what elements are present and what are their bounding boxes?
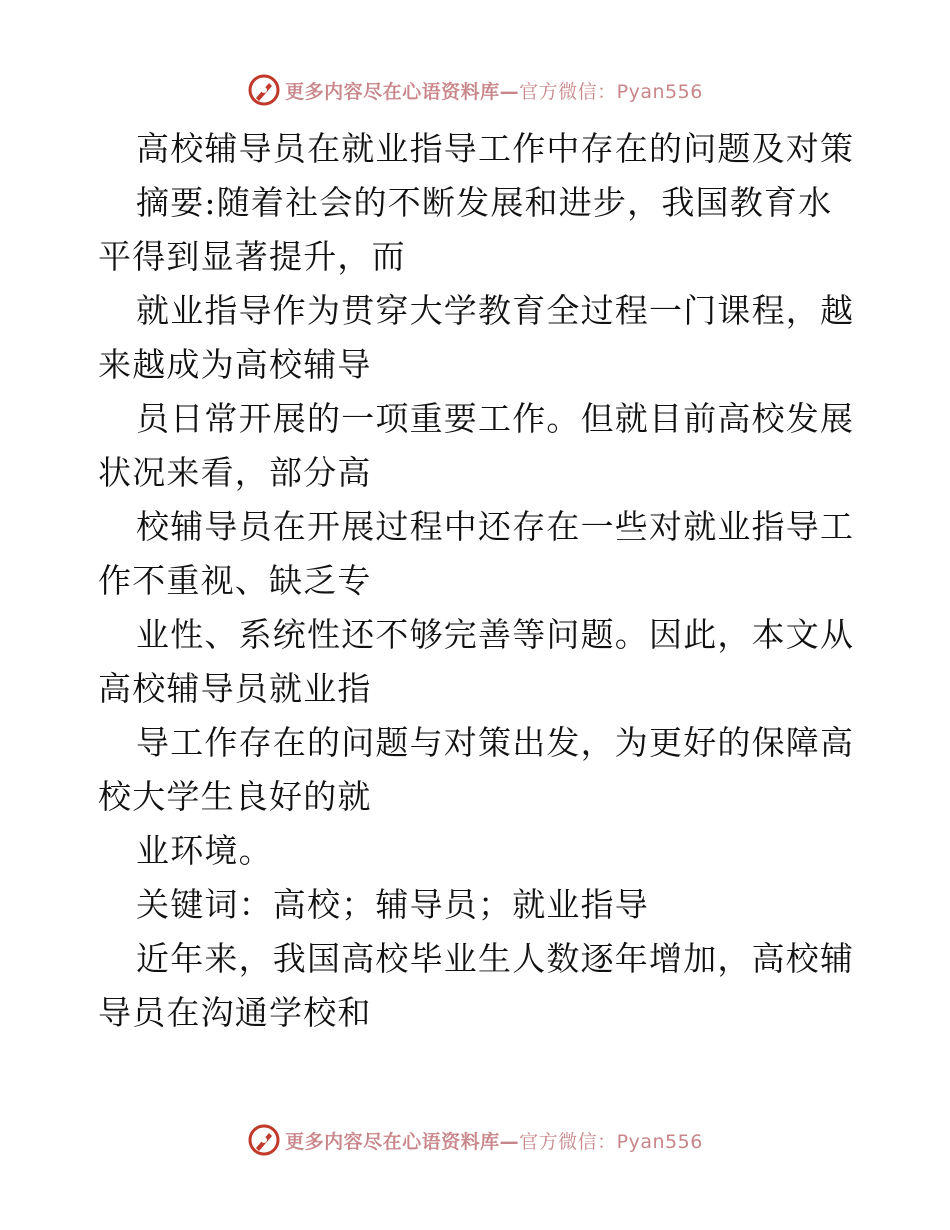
document-body (98, 122, 858, 1040)
text-line: 状况来看，部分高 (98, 453, 372, 492)
text-line: 导工作存在的问题与对策出发，为更好的保障高 (136, 723, 855, 762)
pen-logo-icon (247, 73, 281, 107)
watermark-right-text: 官方微信：Pyan556 (519, 80, 703, 103)
text-line: 摘要:随着社会的不断发展和进步，我国教育水 (136, 183, 833, 222)
watermark-footer (0, 1120, 950, 1160)
text-line: 近年来，我国高校毕业生人数逐年增加，高校辅 (136, 939, 855, 978)
document-title: 高校辅导员在就业指导工作中存在的问题及对策 (136, 129, 855, 168)
watermark-left-text: 更多内容尽在心语资料库— (285, 80, 520, 103)
text-line: 高校辅导员就业指 (98, 669, 372, 708)
text-line: 来越成为高校辅导 (98, 345, 372, 384)
text-line: 作不重视、缺乏专 (98, 561, 372, 600)
pen-logo-icon (247, 1123, 281, 1157)
text-line: 就业指导作为贯穿大学教育全过程一门课程，越 (136, 291, 855, 330)
watermark-header (0, 70, 950, 110)
text-line: 平得到显著提升，而 (98, 237, 406, 276)
text-line: 员日常开展的一项重要工作。但就目前高校发展 (136, 399, 855, 438)
watermark-right-text: 官方微信：Pyan556 (519, 1130, 703, 1153)
watermark-left-text: 更多内容尽在心语资料库— (285, 1130, 520, 1153)
keywords-line: 关键词：高校；辅导员；就业指导 (136, 885, 649, 924)
text-line: 校大学生良好的就 (98, 777, 372, 816)
text-line: 业环境。 (136, 831, 273, 870)
text-line: 导员在沟通学校和 (98, 993, 372, 1032)
text-line: 校辅导员在开展过程中还存在一些对就业指导工 (136, 507, 855, 546)
text-line: 业性、系统性还不够完善等问题。因此，本文从 (136, 615, 855, 654)
